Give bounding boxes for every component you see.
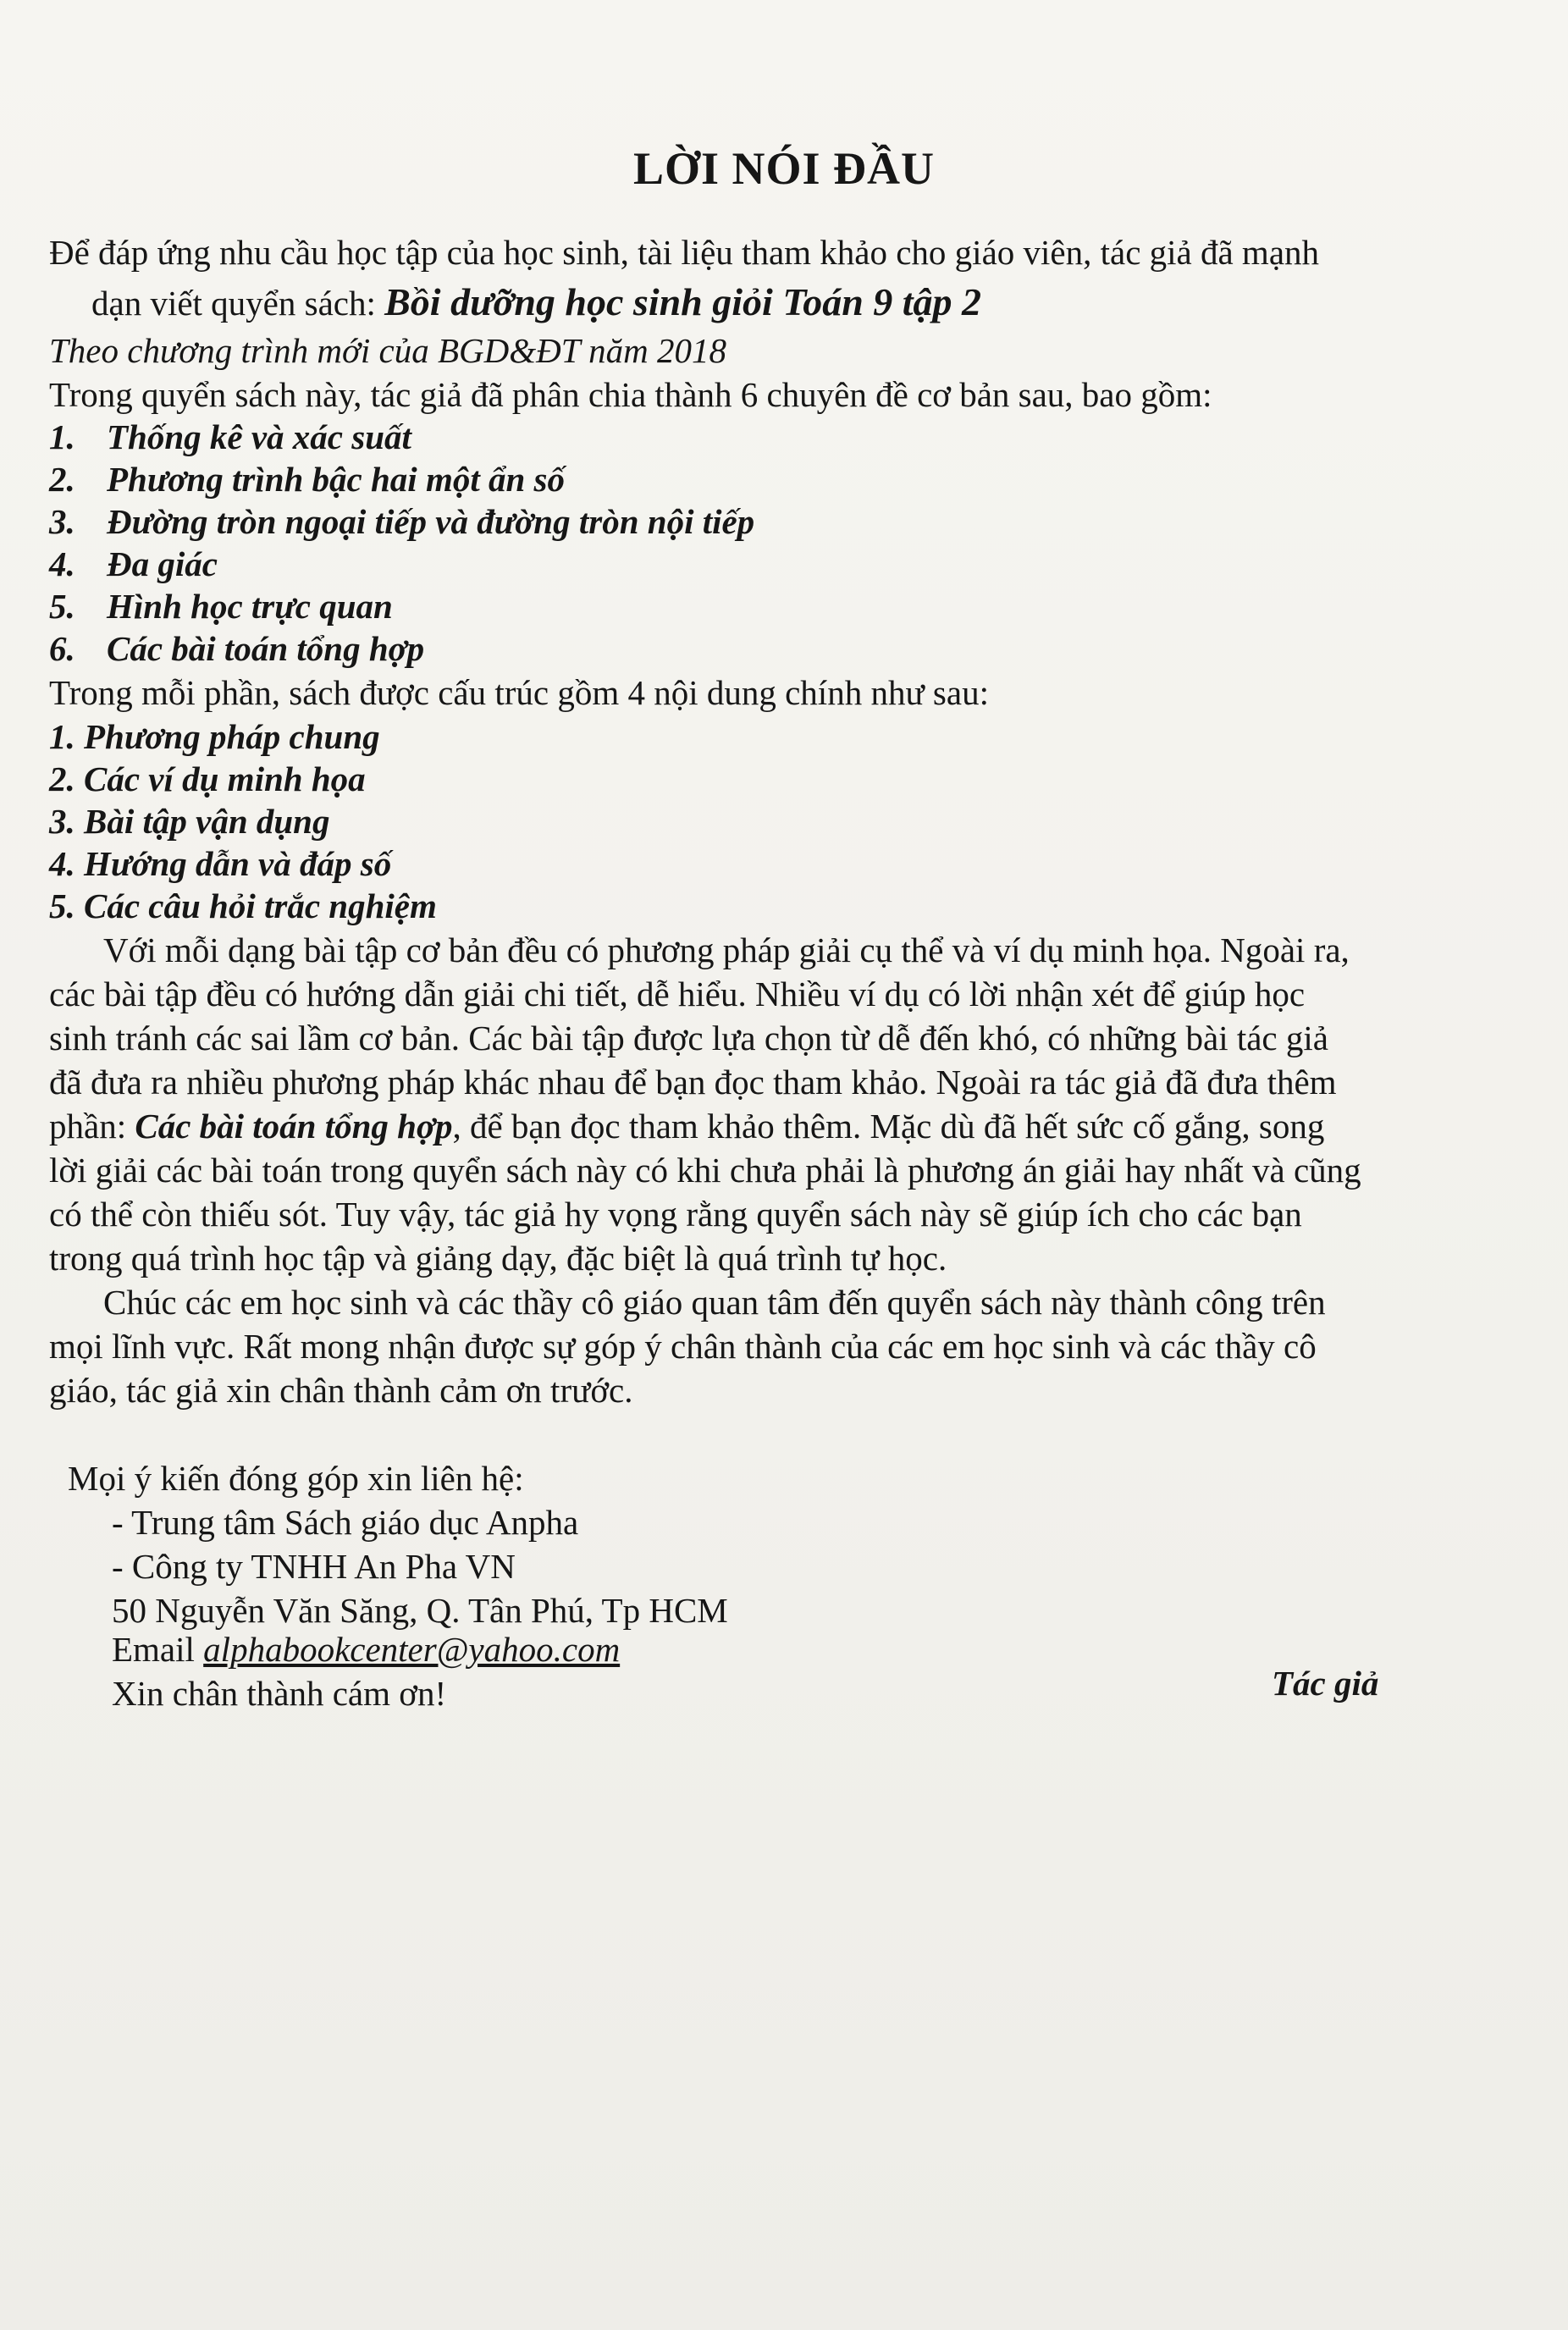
email-link[interactable]: alphabookcenter@yahoo.com: [203, 1630, 621, 1669]
paragraph-1-line-5-suffix: , để bạn đọc tham khảo thêm. Mặc dù đã hết sức cố gắng, song: [452, 1107, 1325, 1146]
topics-intro: Trong quyển sách này, tác giả đã phân chia thành 6 chuyên đề cơ bản sau, bao gồm:: [49, 375, 1212, 414]
author-signature: Tác giả: [1272, 1664, 1379, 1703]
paragraph-1-line-5: [49, 1106, 1324, 1146]
book-title: Bồi dưỡng học sinh giỏi Toán 9 tập 2: [384, 280, 982, 323]
topic-number: 2.: [49, 460, 75, 499]
contact-email-line: [112, 1629, 620, 1670]
topic-item: [49, 459, 565, 500]
intro-line-1: Để đáp ứng nhu cầu học tập của học sinh, tài liệu tham khảo cho giáo viên, tác giả đã mạnh: [49, 233, 1320, 272]
topic-item: [49, 544, 218, 584]
structure-item: 2. Các ví dụ minh họa: [49, 759, 366, 798]
paragraph-1-line-8: trong quá trình học tập và giảng dạy, đặc biệt là quá trình tự học.: [49, 1239, 947, 1278]
topic-number: 6.: [49, 629, 75, 668]
page-title: LỜI NÓI ĐẦU: [632, 143, 936, 194]
emphasis-topic: Các bài toán tổng hợp: [135, 1107, 453, 1146]
structure-intro: Trong mỗi phần, sách được cấu trúc gồm 4 nội dung chính như sau:: [49, 673, 989, 712]
program-note: Theo chương trình mới của BGD&ĐT năm 2018: [49, 331, 726, 370]
paragraph-1-line-6: lời giải các bài toán trong quyển sách này có khi chưa phải là phương án giải hay nhất và cũng: [49, 1151, 1361, 1190]
paragraph-1-line-4: đã đưa ra nhiều phương pháp khác nhau để bạn đọc tham khảo. Ngoài ra tác giả đã đưa thêm: [49, 1063, 1337, 1102]
paragraph-1-line-3: sinh tránh các sai lầm cơ bản. Các bài tập được lựa chọn từ dễ đến khó, có những bài tác giả: [49, 1019, 1328, 1057]
topic-number: 4.: [49, 544, 75, 583]
contact-heading: Mọi ý kiến đóng góp xin liên hệ:: [68, 1459, 524, 1498]
contact-thanks: Xin chân thành cám ơn!: [112, 1674, 447, 1713]
structure-item: 4. Hướng dẫn và đáp số: [49, 844, 392, 883]
topic-item: [49, 628, 424, 669]
topic-item: [49, 501, 754, 542]
topic-item: [49, 417, 411, 457]
contact-address: 50 Nguyễn Văn Săng, Q. Tân Phú, Tp HCM: [112, 1591, 728, 1630]
contact-org-1: - Trung tâm Sách giáo dục Anpha: [112, 1503, 579, 1542]
paragraph-2-line-1: Chúc các em học sinh và các thầy cô giáo quan tâm đến quyển sách này thành công trên: [103, 1283, 1326, 1322]
topic-label: Đa giác: [107, 544, 218, 583]
contact-org-2: - Công ty TNHH An Pha VN: [112, 1547, 516, 1586]
topic-number: 1.: [49, 417, 75, 456]
topic-label: Đường tròn ngoại tiếp và đường tròn nội tiếp: [107, 502, 755, 541]
structure-item: 3. Bài tập vận dụng: [49, 802, 330, 841]
paragraph-1-line-1: Với mỗi dạng bài tập cơ bản đều có phương pháp giải cụ thể và ví dụ minh họa. Ngoài ra,: [103, 930, 1350, 969]
topic-label: Hình học trực quan: [107, 587, 393, 626]
paragraph-1-line-7: có thể còn thiếu sót. Tuy vậy, tác giả hy vọng rằng quyển sách này sẽ giúp ích cho các bạn: [49, 1195, 1302, 1234]
structure-item: 1. Phương pháp chung: [49, 717, 380, 756]
topic-label: Phương trình bậc hai một ẩn số: [107, 460, 565, 499]
intro-line-2-prefix: dạn viết quyển sách:: [91, 284, 385, 323]
intro-line-2: [91, 279, 981, 324]
topic-item: [49, 586, 393, 627]
paragraph-1-line-5-prefix: phần:: [49, 1107, 135, 1146]
paragraph-1-line-2: các bài tập đều có hướng dẫn giải chi tiết, dễ hiểu. Nhiều ví dụ có lời nhận xét để giúp học: [49, 975, 1306, 1013]
email-label: Email: [112, 1630, 204, 1669]
paragraph-2-line-3: giáo, tác giả xin chân thành cảm ơn trước.: [49, 1371, 633, 1410]
topic-label: Thống kê và xác suất: [107, 417, 411, 456]
topic-label: Các bài toán tổng hợp: [107, 629, 425, 668]
topic-number: 3.: [49, 502, 75, 541]
topic-number: 5.: [49, 587, 75, 626]
structure-item: 5. Các câu hỏi trắc nghiệm: [49, 886, 437, 925]
paragraph-2-line-2: mọi lĩnh vực. Rất mong nhận được sự góp ý chân thành của các em học sinh và các thầy cô: [49, 1327, 1317, 1366]
